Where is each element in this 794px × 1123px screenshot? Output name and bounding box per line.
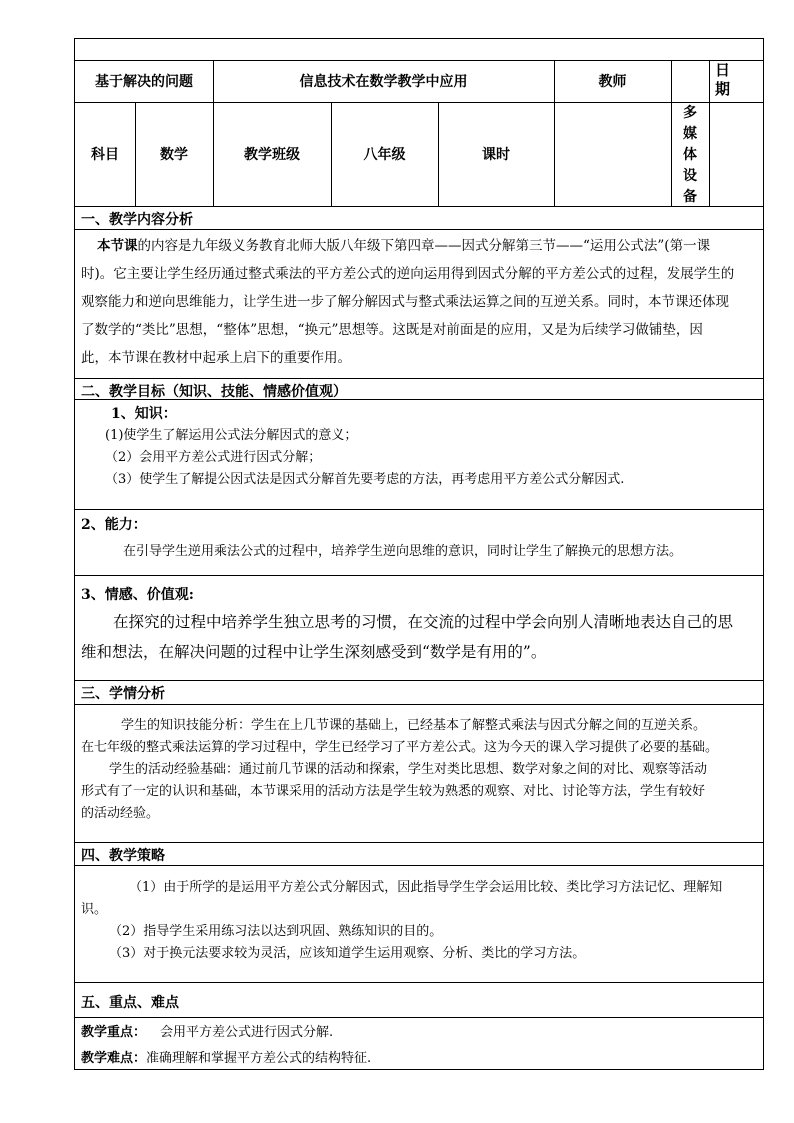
row-divider [75,982,763,983]
text-line: 的活动经验。 [81,806,160,821]
period-label: 课时 [482,147,510,163]
row-divider [75,680,763,681]
text-line: 维和想法，在解决问题的过程中让学生深刻感受到“数学是有用的”。 [81,643,547,661]
emphasis-lead: 本节课 [97,238,138,254]
row-divider [75,378,763,379]
text-line: 此，本节课在教材中起承上启下的重要作用。 [81,350,351,366]
row-divider [75,704,763,705]
emotion-text [81,607,761,667]
col-divider [709,60,710,206]
knowledge-list [105,425,755,491]
list-item: （2）会用平方差公式进行因式分解； [105,450,322,465]
text-line: 在探究的过程中培养学生独立思考的习惯，在交流的过程中学会向别人清晰地表达自己的思 [113,613,734,631]
text-line: 识。 [81,902,108,917]
equipment-char: 设 [683,168,697,184]
lesson-plan-table [74,38,764,1070]
section-objectives-title: 二、教学目标（知识、技能、情感价值观） [81,384,347,400]
date-label-char: 期 [715,80,731,98]
row-divider [75,1017,763,1018]
equipment-char: 多 [683,105,697,121]
text-line: 了数学的“类比”思想，“整体”思想，“换元”思想等。这既是对前面是的应用，又是为后续学习做铺垫，因 [81,322,703,338]
key-point-text: 会用平方差公式进行因式分解. [160,1025,334,1040]
difficulty-label: 教学难点： [81,1051,147,1066]
difficulty-text: 准确理解和掌握平方差公式的结构特征. [146,1051,372,1066]
equipment-label [671,103,709,206]
text-line: （1）由于所学的是运用平方差公式分解因式，因此指导学生学会运用比较、类比学习方法记忆、理解知 [129,880,723,895]
section-key-points-title: 五、重点、难点 [81,995,179,1011]
key-point-row [81,1021,333,1040]
section-student-analysis-title: 三、学情分析 [81,686,165,702]
class-label: 教学班级 [244,147,300,163]
equipment-char: 媒 [683,126,697,142]
teacher-value [671,60,709,102]
ability-text: 在引导学生逆用乘法公式的过程中，培养学生逆向思维的意识，同时让学生了解换元的思想方法。 [123,544,683,559]
content-analysis-text [81,232,757,372]
period-value [554,102,671,206]
text-line: 的内容是九年级义务教育北师大版八年级下第四章——因式分解第三节——“运用公式法”(第一课 [137,238,711,254]
row-divider [75,509,763,510]
text-line: 学生的知识技能分析：学生在上几节课的基础上，已经基本了解整式乘法与因式分解之间的互逆关系。 [121,718,707,733]
topic-title: 信息技术在数学教学中应用 [299,74,468,90]
knowledge-title: 1、知识： [111,406,177,422]
text-line: 在七年级的整式乘法运算的学习过程中，学生已经学习了平方差公式。这为今天的课入学习提供了必要的基础。 [81,740,719,755]
text-line: 学生的活动经验基础：通过前几节课的活动和探索，学生对类比思想、数学对象之间的对比、观察等活动 [109,762,708,777]
key-point-label: 教学重点： [81,1025,147,1040]
list-item: (1)使学生了解运用公式法分解因式的意义； [105,428,358,443]
subject-label: 科目 [91,147,119,163]
emotion-title: 3、情感、价值观: [81,587,194,603]
row-divider [75,229,763,230]
row-divider [75,206,763,207]
date-label [715,61,745,101]
subject-value: 数学 [160,147,188,163]
difficulty-row [81,1047,371,1066]
list-item: （3）使学生了解提公因式法是因式分解首先要考虑的方法，再考虑用平方差公式分解因式. [105,472,625,487]
text-line: （3）对于换元法要求较为灵活，应该知道学生运用观察、分析、类比的学习方法。 [109,946,586,961]
teacher-label: 教师 [598,74,627,90]
equipment-char: 备 [683,189,697,205]
strategy-text [81,877,761,965]
row-divider [75,842,763,843]
section-strategy-title: 四、教学策略 [81,848,165,864]
text-line: （2）指导学生采用练习法以达到巩固、熟练知识的目的。 [109,924,443,939]
row-divider [75,865,763,866]
section-content-analysis-title: 一、教学内容分析 [81,212,193,228]
text-line: 时)。它主要让学生经历通过整式乘法的平方差公式的逆向运用得到因式分解的平方差公式的过程，发展学生的 [81,266,735,282]
class-value: 八年级 [363,147,406,163]
row-divider [75,575,763,576]
equipment-char: 体 [683,147,697,163]
date-label-char: 日 [715,61,731,79]
student-analysis-text [81,715,761,825]
problem-label: 基于解决的问题 [95,74,193,90]
ability-title: 2、能力： [81,517,147,533]
text-line: 观察能力和逆向思维能力，让学生进一步了解分解因式与整式乘法运算之间的互逆关系。同时，本节课还体现 [81,294,729,310]
text-line: 形式有了一定的认识和基础，本节课采用的活动方法是学生较为熟悉的观察、对比、讨论等方法，学生有较好 [81,784,706,799]
